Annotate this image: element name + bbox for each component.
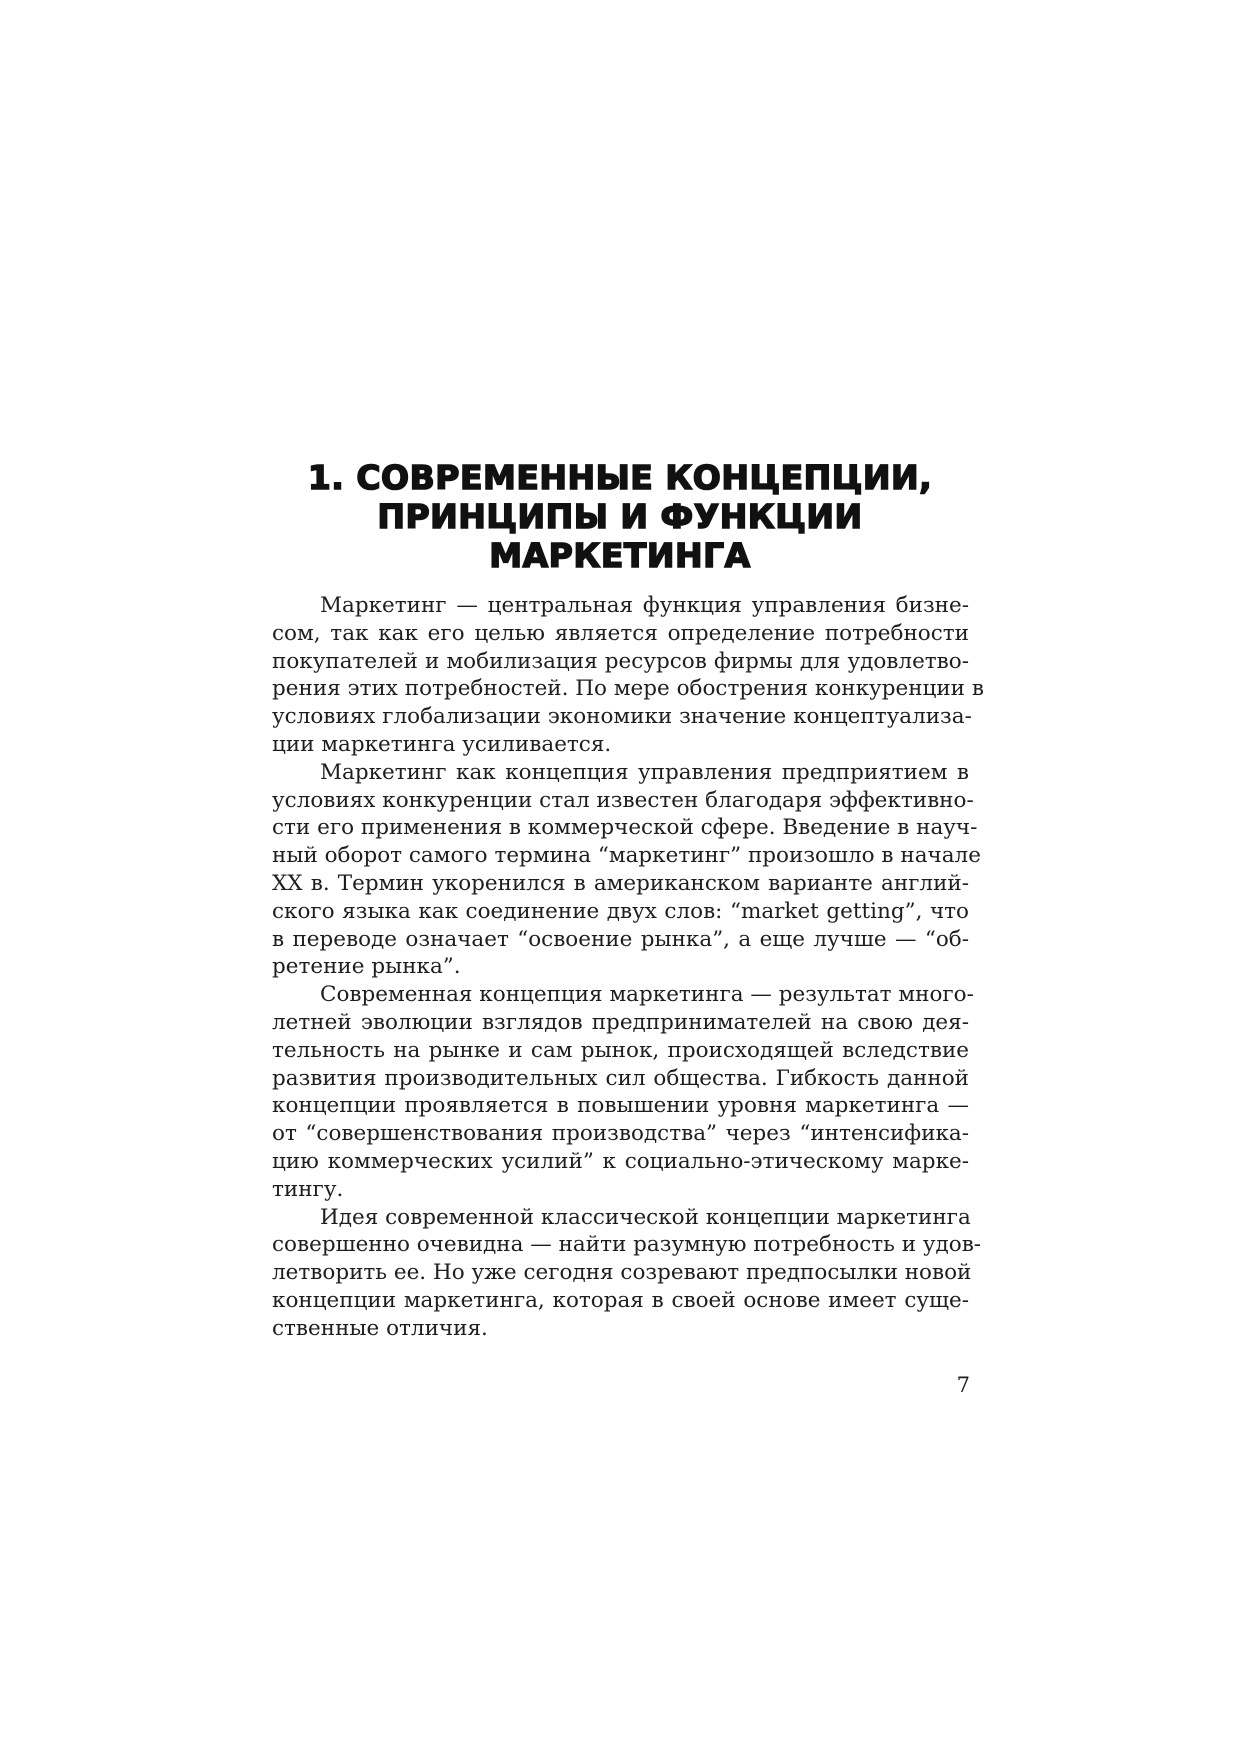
paragraph — [272, 1204, 982, 1343]
text-line: покупателей и мобилизация ресурсов фирмы для удовлетво- — [272, 648, 969, 674]
text-line: условиях конкуренции стал известен благодаря эффективно- — [272, 787, 974, 813]
text-line: ции маркетинга усиливается. — [272, 731, 612, 757]
text-line: Маркетинг как концепция управления предприятием в — [320, 759, 969, 785]
text-line: Идея современной классической концепции маркетинга — [320, 1204, 971, 1230]
text-line: ского языка как соединение двух слов: “market getting”, что — [272, 898, 969, 924]
text-line: совершенно очевидна — найти разумную потребность и удов- — [272, 1232, 982, 1258]
text-line: условиях глобализации экономики значение концептуализа- — [272, 704, 972, 730]
text-line: тингу. — [272, 1176, 344, 1202]
paragraph — [272, 981, 974, 1203]
text-line: летворить ее. Но уже сегодня созревают предпосылки новой — [272, 1260, 972, 1286]
text-line: концепции маркетинга, которая в своей основе имеет суще- — [272, 1287, 969, 1313]
chapter-title-line: МАРКЕТИНГА — [489, 536, 751, 575]
chapter-title — [220, 458, 1020, 575]
chapter-title-line: ПРИНЦИПЫ И ФУНКЦИИ — [377, 497, 863, 536]
text-line: рения этих потребностей. По мере обострения конкуренции в — [272, 676, 984, 702]
text-line: Современная концепция маркетинга — результат много- — [320, 982, 974, 1008]
text-line: развития производительных сил общества. Гибкость данной — [272, 1065, 969, 1091]
text-line: цию коммерческих усилий” к социально-этическому марке- — [272, 1148, 969, 1174]
paragraph — [272, 592, 984, 759]
text-line: ретение рынка”. — [272, 954, 461, 980]
text-line: XX в. Термин укоренился в американском варианте англий- — [272, 870, 969, 896]
text-line: летней эволюции взглядов предпринимателей на свою дея- — [272, 1009, 969, 1035]
text-line: ственные отличия. — [272, 1315, 488, 1341]
text-line: от “совершенствования производства” через “интенсифика- — [272, 1121, 969, 1147]
text-line: сом, так как его целью является определение потребности — [272, 620, 969, 646]
paragraph — [272, 759, 981, 981]
text-line: Маркетинг — центральная функция управления бизне- — [320, 593, 969, 618]
text-line: концепции проявляется в повышении уровня маркетинга — — [272, 1093, 969, 1119]
text-line: сти его применения в коммерческой сфере. Введение в науч- — [272, 815, 978, 841]
chapter-title-line: 1. СОВРЕМЕННЫЕ КОНЦЕПЦИИ, — [307, 458, 933, 497]
page-number: 7 — [956, 1373, 970, 1397]
text-line: в переводе означает “освоение рынка”, а еще лучше — “об- — [272, 926, 969, 952]
text-line: ный оборот самого термина “маркетинг” произошло в начале — [272, 843, 981, 869]
body-text — [272, 592, 984, 1343]
text-line: тельность на рынке и сам рынок, происходящей вследствие — [272, 1037, 969, 1063]
